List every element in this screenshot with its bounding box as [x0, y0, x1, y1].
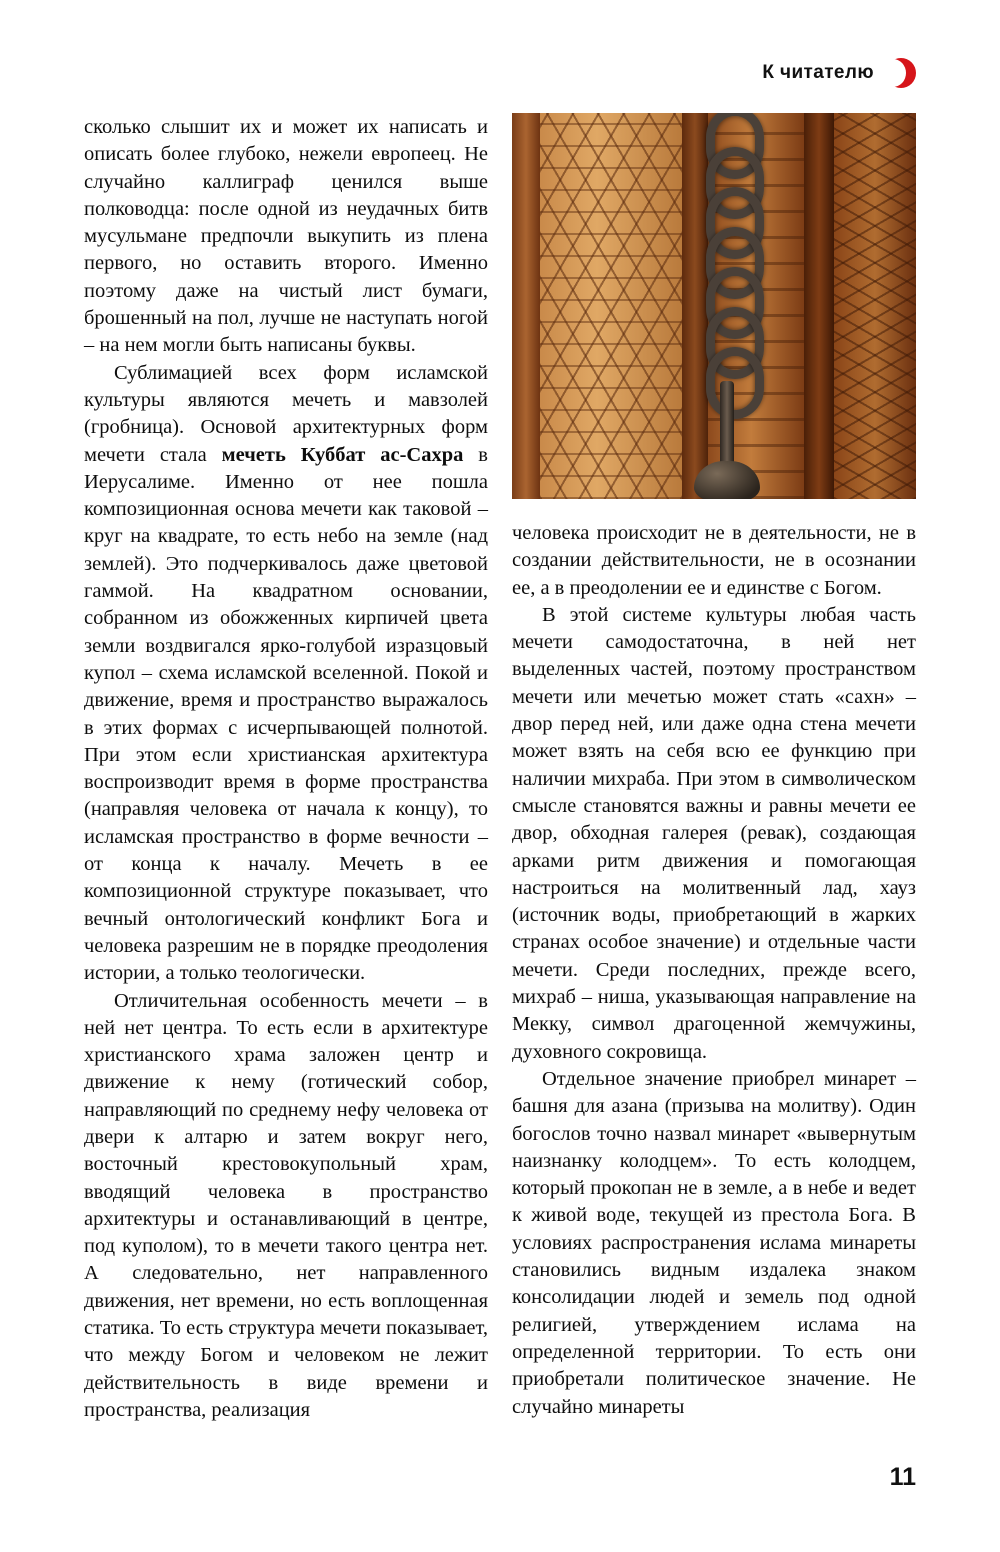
bold-phrase: мечеть Куббат ас-Сахра — [221, 443, 464, 466]
paragraph: Отдельное значение приобрел минарет – башня для азана (призыва на молитву). Один богослов точно назвал минарет «вывернутым наизнанку колодцем». То есть колодцем, который прокопан не в земле, а в небе и ведет к живой воде, текущей из престола Бога. В условиях распространения ислама минареты становились видным издалека знаком консолидации людей и земель под одной религией, утверждением ислама на определенной территории. То есть они приобретали политическое значение. Не случайно минареты — [512, 1067, 916, 1418]
header-title: К читателю — [762, 62, 874, 83]
page-number: 11 — [889, 1463, 916, 1491]
paragraph: Отличительная особенность мечети – в ней нет центра. То есть если в архитектуре христианского храма заложен центр и движение к нему (готический собор, направляющий по среднему нефу человека от двери к алтарю и затем вокруг него, восточный крестовокупольный храм, вводящий человека в пространство архитектуры и останавливающий в центре, под куполом), то в мечети такого центра нет. А следовательно, нет направленного движения, нет времени, но есть воплощенная статика. То есть структура мечети показывает, что между Богом и человеком не лежит действительность в виде времени и пространства, реализация — [84, 989, 488, 1421]
crescent-logo-icon — [886, 58, 916, 88]
pendant-detail — [694, 381, 760, 499]
paragraph: человека происходит не в деятельности, не в создании действительности, не в осознании ее, а в преодолении ее и единстве с Богом. — [512, 522, 916, 599]
photo-panel — [512, 113, 540, 499]
photo-panel — [834, 113, 916, 499]
paragraph-text: Сублимацией всех форм исламской культуры являются мечеть и мавзолей (гробница). Основой архитектурных форм мечети стала — [84, 361, 488, 466]
carved-wooden-door-with-chain-photo — [512, 113, 916, 499]
paragraph: В этой системе культуры любая часть мечети самодостаточна, в ней нет выделенных частей, поэтому пространством мечети или мечетью может стать «сахн» – двор перед ней, или даже одна стена мечети может взять на себя всю ее функцию при наличии михраба. При этом в символическом смысле становятся важны и равны мечети ее двор, обходная галерея (ревак), создающая арками ритм движения и помогающая настроиться на молитвенный лад, хауз (источник воды, приобретающий в жарких странах особое значение) и отдельные части мечети. Среди последних, прежде всего, михраб – ниша, указывающая направление на Мекку, символ драгоценной жемчужины, духовного сокровища. — [512, 603, 916, 1063]
page-header — [762, 58, 916, 88]
left-text-column — [84, 114, 488, 1424]
paragraph: сколько слышит их и может их написать и описать более глубоко, нежели европеец. Не случайно каллиграф ценился выше полководца: после одной из неудачных битв мусульмане предпочли выкупить из плена первого, но оставить второго. Именно поэтому даже на чистый лист бумаги, брошенный на пол, лучше не наступать ногой – на нем могли быть написаны буквы. — [84, 116, 488, 357]
photo-panel — [804, 113, 834, 499]
photo-panel — [540, 113, 682, 499]
paragraph-text-tail: в Иерусалиме. Именно от нее пошла композиционная основа мечети как таковой – круг на квадрате, то есть небо на земле (над землей). Это подчеркивалось даже цветовой гаммой. На квадратном основании, собранном из обожженных кирпичей цвета земли воздвигался ярко-голубой изразцовый купол – схема исламской вселенной. Покой и движение, время и пространство выражалось в этих формах с исчерпывающей полнотой. При этом если христианская архитектура воспроизводит время в форме пространства (направляя человека от начала к концу), то исламская пространство в форме вечности – от конца к началу. Мечеть в ее композиционной структуре показывает, что вечный онтологический конфликт Бога и человека разрешим не в порядке преодоления истории, а только теологически. — [84, 443, 488, 985]
right-text-column — [512, 520, 916, 1421]
chain-detail — [698, 113, 754, 407]
paragraph — [84, 360, 488, 988]
